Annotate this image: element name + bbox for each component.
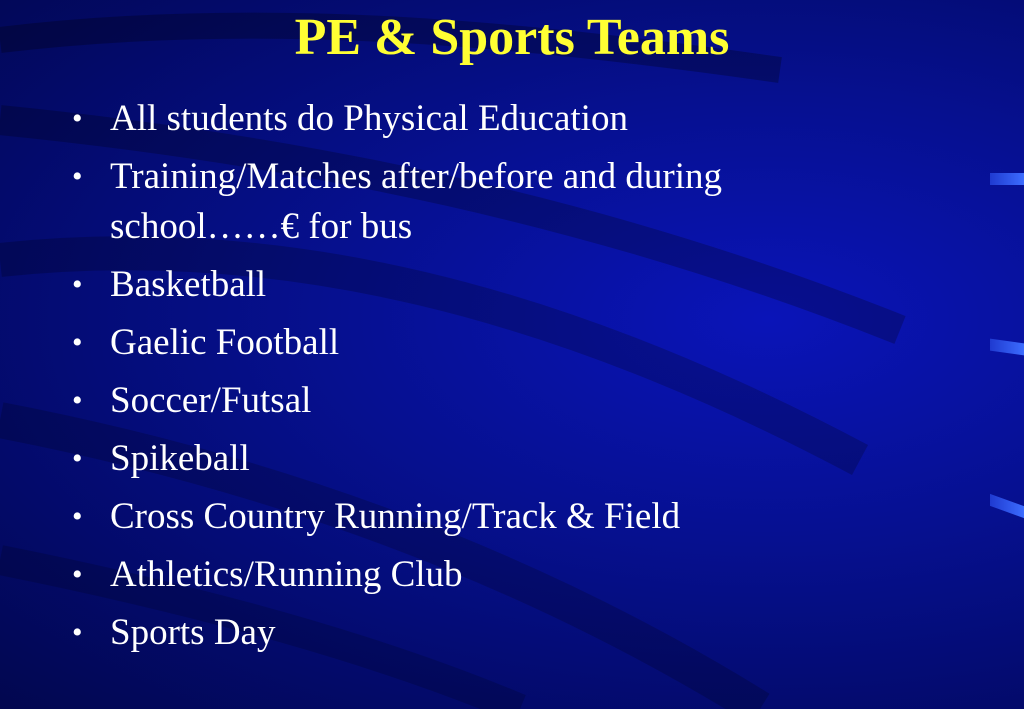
bullet-item	[72, 260, 892, 310]
bullet-dot: •	[72, 102, 83, 135]
bullet-dot: •	[72, 384, 83, 417]
bullet-dot: •	[72, 616, 83, 649]
bullet-text: Spikeball	[110, 438, 250, 479]
bullet-item	[72, 152, 892, 252]
bullet-dot: •	[72, 160, 83, 193]
bullet-text: Soccer/Futsal	[110, 380, 312, 421]
bullet-item	[72, 434, 892, 484]
bullet-dot: •	[72, 442, 83, 475]
bullet-list	[72, 94, 892, 666]
bullet-text: Training/Matches after/before and during	[110, 156, 723, 197]
bullet-item	[72, 550, 892, 600]
bullet-item	[72, 608, 892, 658]
bullet-text: All students do Physical Education	[110, 98, 628, 139]
bullet-dot: •	[72, 500, 83, 533]
slide-title: PE & Sports Teams	[294, 9, 730, 66]
bullet-item	[72, 94, 892, 144]
bullet-text: Athletics/Running Club	[110, 554, 463, 595]
bullet-text: Cross Country Running/Track & Field	[110, 496, 681, 537]
bullet-dot: •	[72, 268, 83, 301]
bullet-dot: •	[72, 558, 83, 591]
bullet-text: Basketball	[110, 264, 267, 305]
bullet-text-continuation: school……€ for bus	[110, 206, 413, 247]
bullet-item	[72, 376, 892, 426]
bullet-dot: •	[72, 326, 83, 359]
edge-accent-bar	[990, 173, 1024, 185]
bullet-item	[72, 492, 892, 542]
bullet-text: Gaelic Football	[110, 322, 340, 363]
bullet-text: Sports Day	[110, 612, 276, 653]
bullet-item	[72, 318, 892, 368]
